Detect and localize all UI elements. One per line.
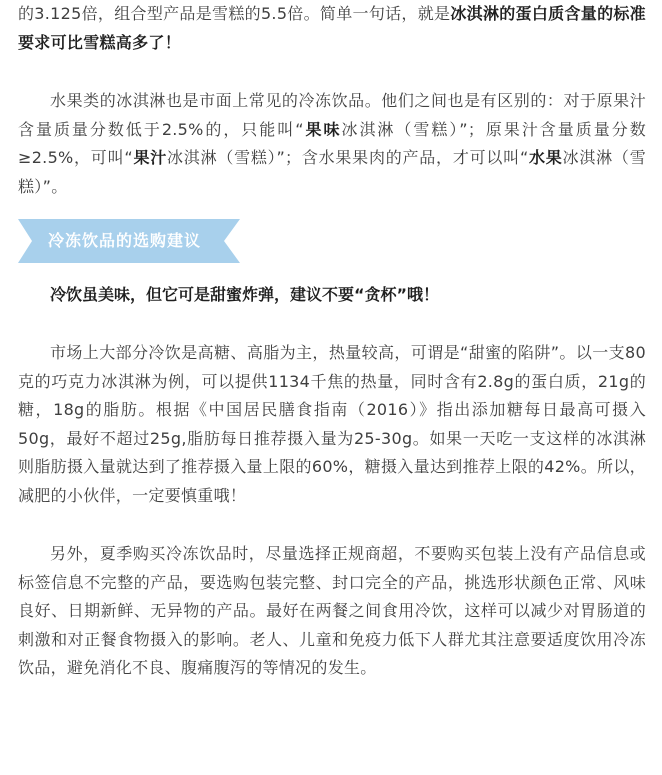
paragraph-2-bold-shuiguo: 水果: [528, 148, 563, 167]
paragraph-2-bold-guozhi: 果汁: [132, 148, 168, 167]
paragraph-purchase-advice: 另外，夏季购买冷冻饮品时，尽量选择正规商超，不要购买包装上没有产品信息或标签信息不完整的产品，要选购包装完整、封口完全的产品，挑选形状颜色正常、风味良好、日期新鲜、无异物的产品。最好在两餐之间食用冷饮，这样可以减少对胃肠道的刺激和对正餐食物摄入的影响。老人、儿童和免疫力低下人群尤其注意要适度饮用冷冻饮品，避免消化不良、腹痛腹泻的等情况的发生。: [18, 544, 646, 677]
paragraph-2-bold-guowei: 果味: [303, 119, 342, 139]
article-body: [18, 0, 646, 683]
paragraph-fruit-ice-cream: [18, 87, 646, 201]
paragraph-ice-cream-protein: [18, 0, 646, 57]
lead-sentence: 冷饮虽美味，但它可是甜蜜炸弹，建议不要“贪杯”哦！: [50, 285, 440, 304]
paragraph-cold-drink-calories: 市场上大部分冷饮是高糖、高脂为主，热量较高，可谓是“甜蜜的陷阱”。以一支80克的巧克力冰淇淋为例，可以提供1134千焦的热量，同时含有2.8g的蛋白质，21g的糖，18g的脂肪。根据《中国居民膳食指南（2016）》指出添加糖每日最高可摄入50g，最好不超过25g,脂肪每日推荐摄入量为25-30g。如果一天吃一支这样的冰淇淋则脂肪摄入量就达到了推荐摄入量上限的60%，糖摄入量达到推荐上限的42%。所以，减肥的小伙伴，一定要慎重哦！: [18, 343, 646, 505]
paragraph-2-text-a: 水果类的冰淇淋也是市面上常见的冷冻饮品。他们之间也是有区别的：对于原果汁含量质量分数低于2.5%的，只能叫“: [18, 91, 646, 139]
paragraph-2-text-b: 冰淇淋（雪糕）”；原果汁含量质量分数≥2.5%，可叫“: [18, 119, 646, 167]
paragraph-1-text: 的3.125倍，组合型产品是雪糕的5.5倍。简单一句话，就是: [18, 4, 451, 23]
paragraph-2-text-d: 冰淇淋（雪糕）”。: [18, 148, 647, 196]
paragraph-1-bold-conclusion: 冰淇淋的蛋白质含量的标准要求可比雪糕高多了！: [18, 4, 646, 52]
paragraph-2-text-c: 冰淇淋（雪糕）”；含水果果肉的产品，才可以叫“: [167, 148, 529, 167]
section-banner: [18, 219, 240, 263]
section-title: 冷冻饮品的选购建议: [48, 231, 202, 250]
